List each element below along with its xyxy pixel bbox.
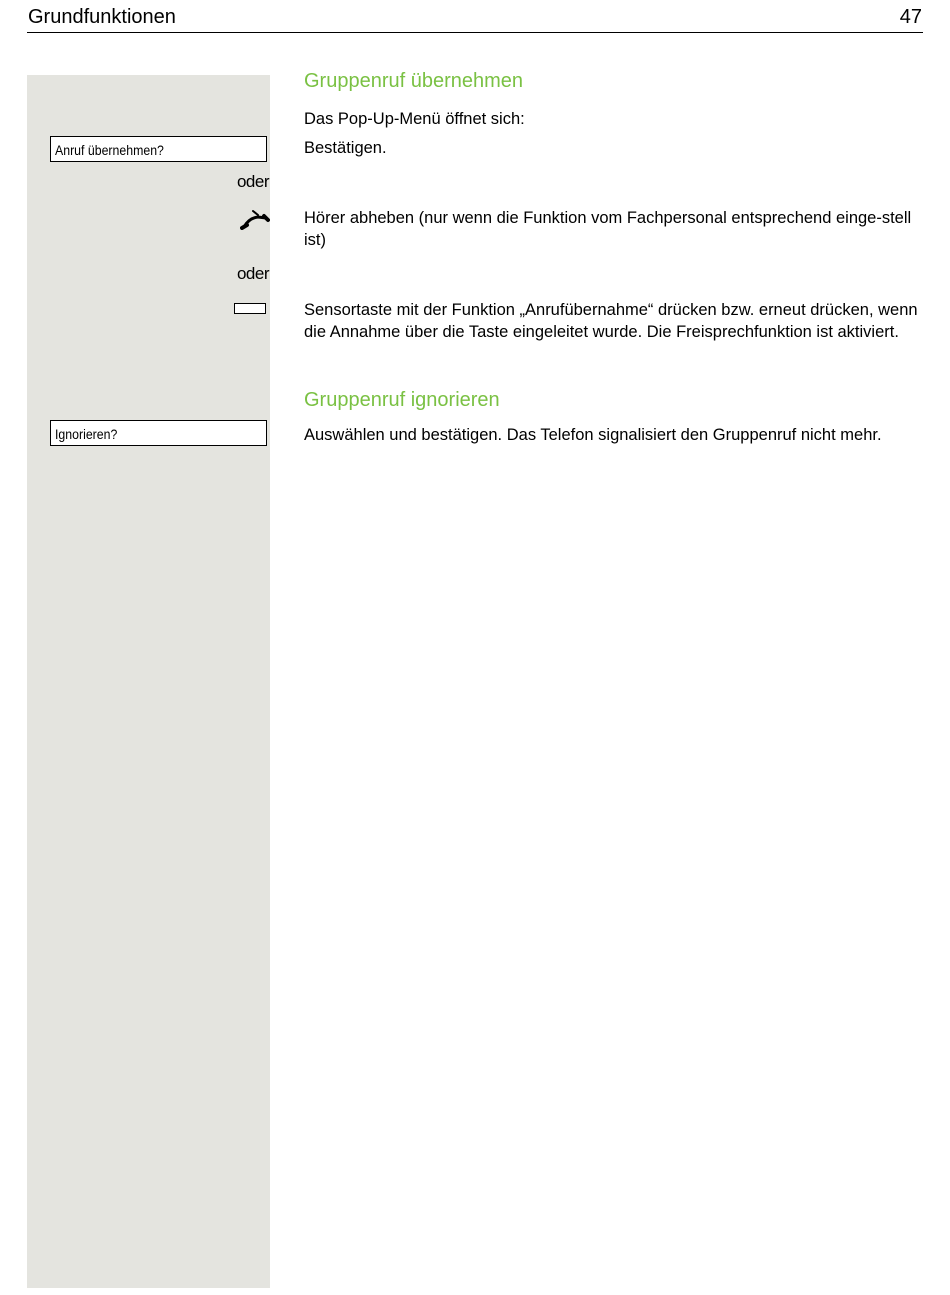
menu-option-label: Ignorieren?	[55, 426, 118, 442]
menu-option-label: Anruf übernehmen?	[55, 142, 164, 158]
header-divider	[27, 32, 923, 33]
sensor-key-instruction-text: Sensortaste mit der Funktion „Anrufübernahme“ drücken bzw. erneut drücken, wenn die Annahme über die Taste eingeleitet wurde. Die Freisprechfunktion ist aktiviert.	[304, 301, 918, 341]
page-number: 47	[899, 6, 922, 28]
or-label: oder	[236, 172, 269, 191]
sensor-key-icon	[234, 303, 266, 314]
sidebar-panel	[27, 75, 270, 1288]
menu-option-ignorieren[interactable]	[50, 420, 267, 446]
handset-instruction-text: Hörer abheben (nur wenn die Funktion vom Fachpersonal entsprechend einge-stell ist)	[304, 209, 912, 249]
confirm-text: Bestätigen.	[304, 139, 387, 157]
header-title: Grundfunktionen	[28, 6, 176, 28]
handset-lift-icon	[240, 208, 270, 230]
section-heading-accept: Gruppenruf übernehmen	[304, 70, 524, 92]
menu-option-anruf-uebernehmen[interactable]	[50, 136, 267, 162]
section-heading-ignore: Gruppenruf ignorieren	[304, 389, 500, 411]
ignore-instruction-text: Auswählen und bestätigen. Das Telefon signalisiert den Gruppenruf nicht mehr.	[304, 426, 882, 444]
intro-text: Das Pop-Up-Menü öffnet sich:	[304, 110, 525, 128]
or-label: oder	[236, 264, 269, 283]
